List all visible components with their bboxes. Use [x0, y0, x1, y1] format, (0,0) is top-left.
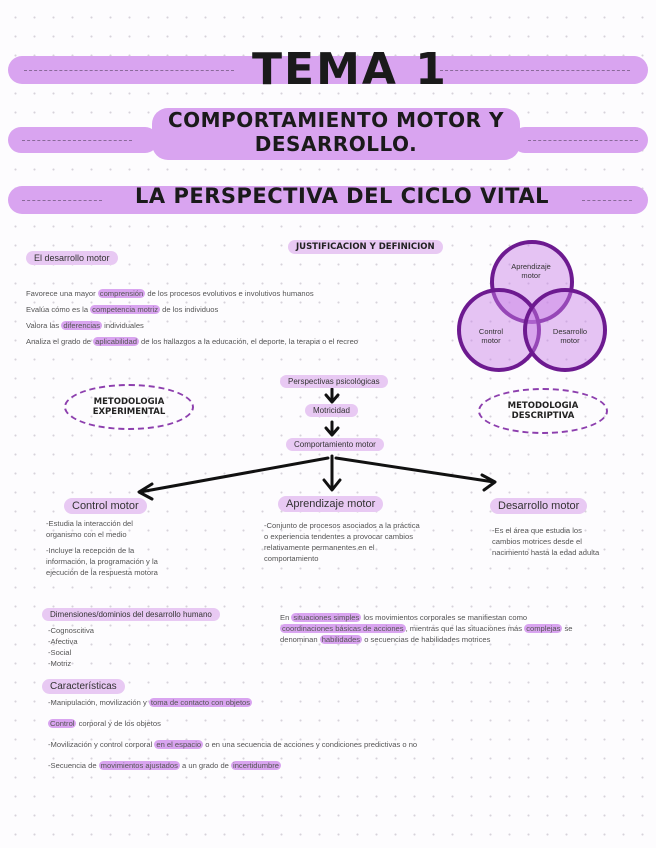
- caracteristica-line-2: Control corporal y de los objetos: [50, 719, 161, 728]
- metodologia-experimental: METODOLOGIA EXPERIMENTAL: [64, 384, 194, 430]
- branch-desarrollo-text: [492, 525, 606, 558]
- control-point-2: -Incluye la recepción de la información, la programación y la ejecución de la respuesta motora: [46, 546, 158, 577]
- justificacion-line-1: Favorece una mayor comprensión de los procesos evolutivos e involutivos humanos: [26, 289, 314, 298]
- venn-label-control: Control motor: [478, 327, 504, 345]
- caracteristica-line-4: -Secuencia de movimientos ajustados a un grado de incertidumbre: [48, 761, 280, 770]
- situaciones-text: En situaciones simples los movimientos corporales se manifiestan como coordinaciones básicas de acciones , mientras que las situaciones más complejas se denominan habilidades o secuencias de habilidades motrices: [280, 613, 573, 644]
- aprendizaje-point-1: -Conjunto de procesos asociados a la práctica o experiencia tendentes a provocar cambios relativamente permanentes en el comportamiento: [264, 521, 420, 563]
- branch-aprendizaje-title: Aprendizaje motor: [278, 496, 383, 512]
- venn-label-desarrollo: Desarrollo motor: [552, 327, 588, 345]
- arrow-1: [326, 389, 338, 402]
- dimension-item: -Cognoscitiva: [48, 626, 95, 635]
- branch-aprendizaje-text: [264, 520, 420, 564]
- flow-step-motricidad: Motricidad: [305, 404, 358, 417]
- caracteristica-line-3: -Movilización y control corporal en el espacio o en una secuencia de acciones y condiciones predictivas o no: [48, 740, 418, 749]
- justificacion-line-4: Analiza el grado de aplicabilidad de los hallazgos a la educación, el deporte, la terapia o el recreo: [26, 337, 359, 346]
- arrow-center: [324, 456, 340, 490]
- justificacion-label: JUSTIFICACION Y DEFINICION: [288, 240, 443, 254]
- subtitle-line1: COMPORTAMIENTO MOTOR Y: [167, 108, 505, 132]
- branch-desarrollo-title: Desarrollo motor: [490, 498, 587, 514]
- caracteristica-line-1: -Manipulación, movilización y toma de contacto con objetos: [48, 698, 251, 707]
- subtitle-line2: DESARROLLO.: [254, 132, 418, 156]
- dimensiones-label: Dimensiones/dominios del desarrollo humano: [42, 608, 220, 621]
- branch-control-title: Control motor: [64, 498, 147, 514]
- dimension-item: -Motriz: [48, 659, 72, 668]
- control-point-1: -Estudia la interacción del organismo con el medio: [46, 519, 133, 539]
- arrow-left: [139, 458, 328, 499]
- caracteristicas-list: [48, 697, 528, 771]
- branch-control-text: [46, 518, 164, 578]
- caracteristicas-label: Características: [42, 679, 125, 694]
- section-title: LA PERSPECTIVA DEL CICLO VITAL: [135, 184, 549, 208]
- desarrollo-point-1: -Es el área que estudia los cambios motrices desde el nacimiento hasta la edad adulta: [492, 526, 600, 557]
- justificacion-line-2: Evalúa cómo es la competencia motriz de los individuos: [26, 305, 219, 314]
- arrow-right: [336, 458, 495, 490]
- dimension-item: -Social: [48, 648, 72, 657]
- flow-step-comportamiento: Comportamiento motor: [286, 438, 384, 451]
- flow-step-perspectivas: Perspectivas psicológicas: [280, 375, 388, 388]
- page-title: TEMA 1: [252, 44, 448, 95]
- justificacion-line-3: Valora las diferencias individuales: [26, 321, 144, 330]
- venn-label-aprendizaje: Aprendizaje motor: [511, 262, 551, 280]
- desarrollo-tag: El desarrollo motor: [26, 251, 118, 265]
- arrow-2: [326, 422, 338, 435]
- dimension-item: -Afectiva: [48, 637, 78, 646]
- metodologia-descriptiva: METODOLOGIA DESCRIPTIVA: [478, 388, 608, 434]
- dimensiones-list: [48, 625, 94, 669]
